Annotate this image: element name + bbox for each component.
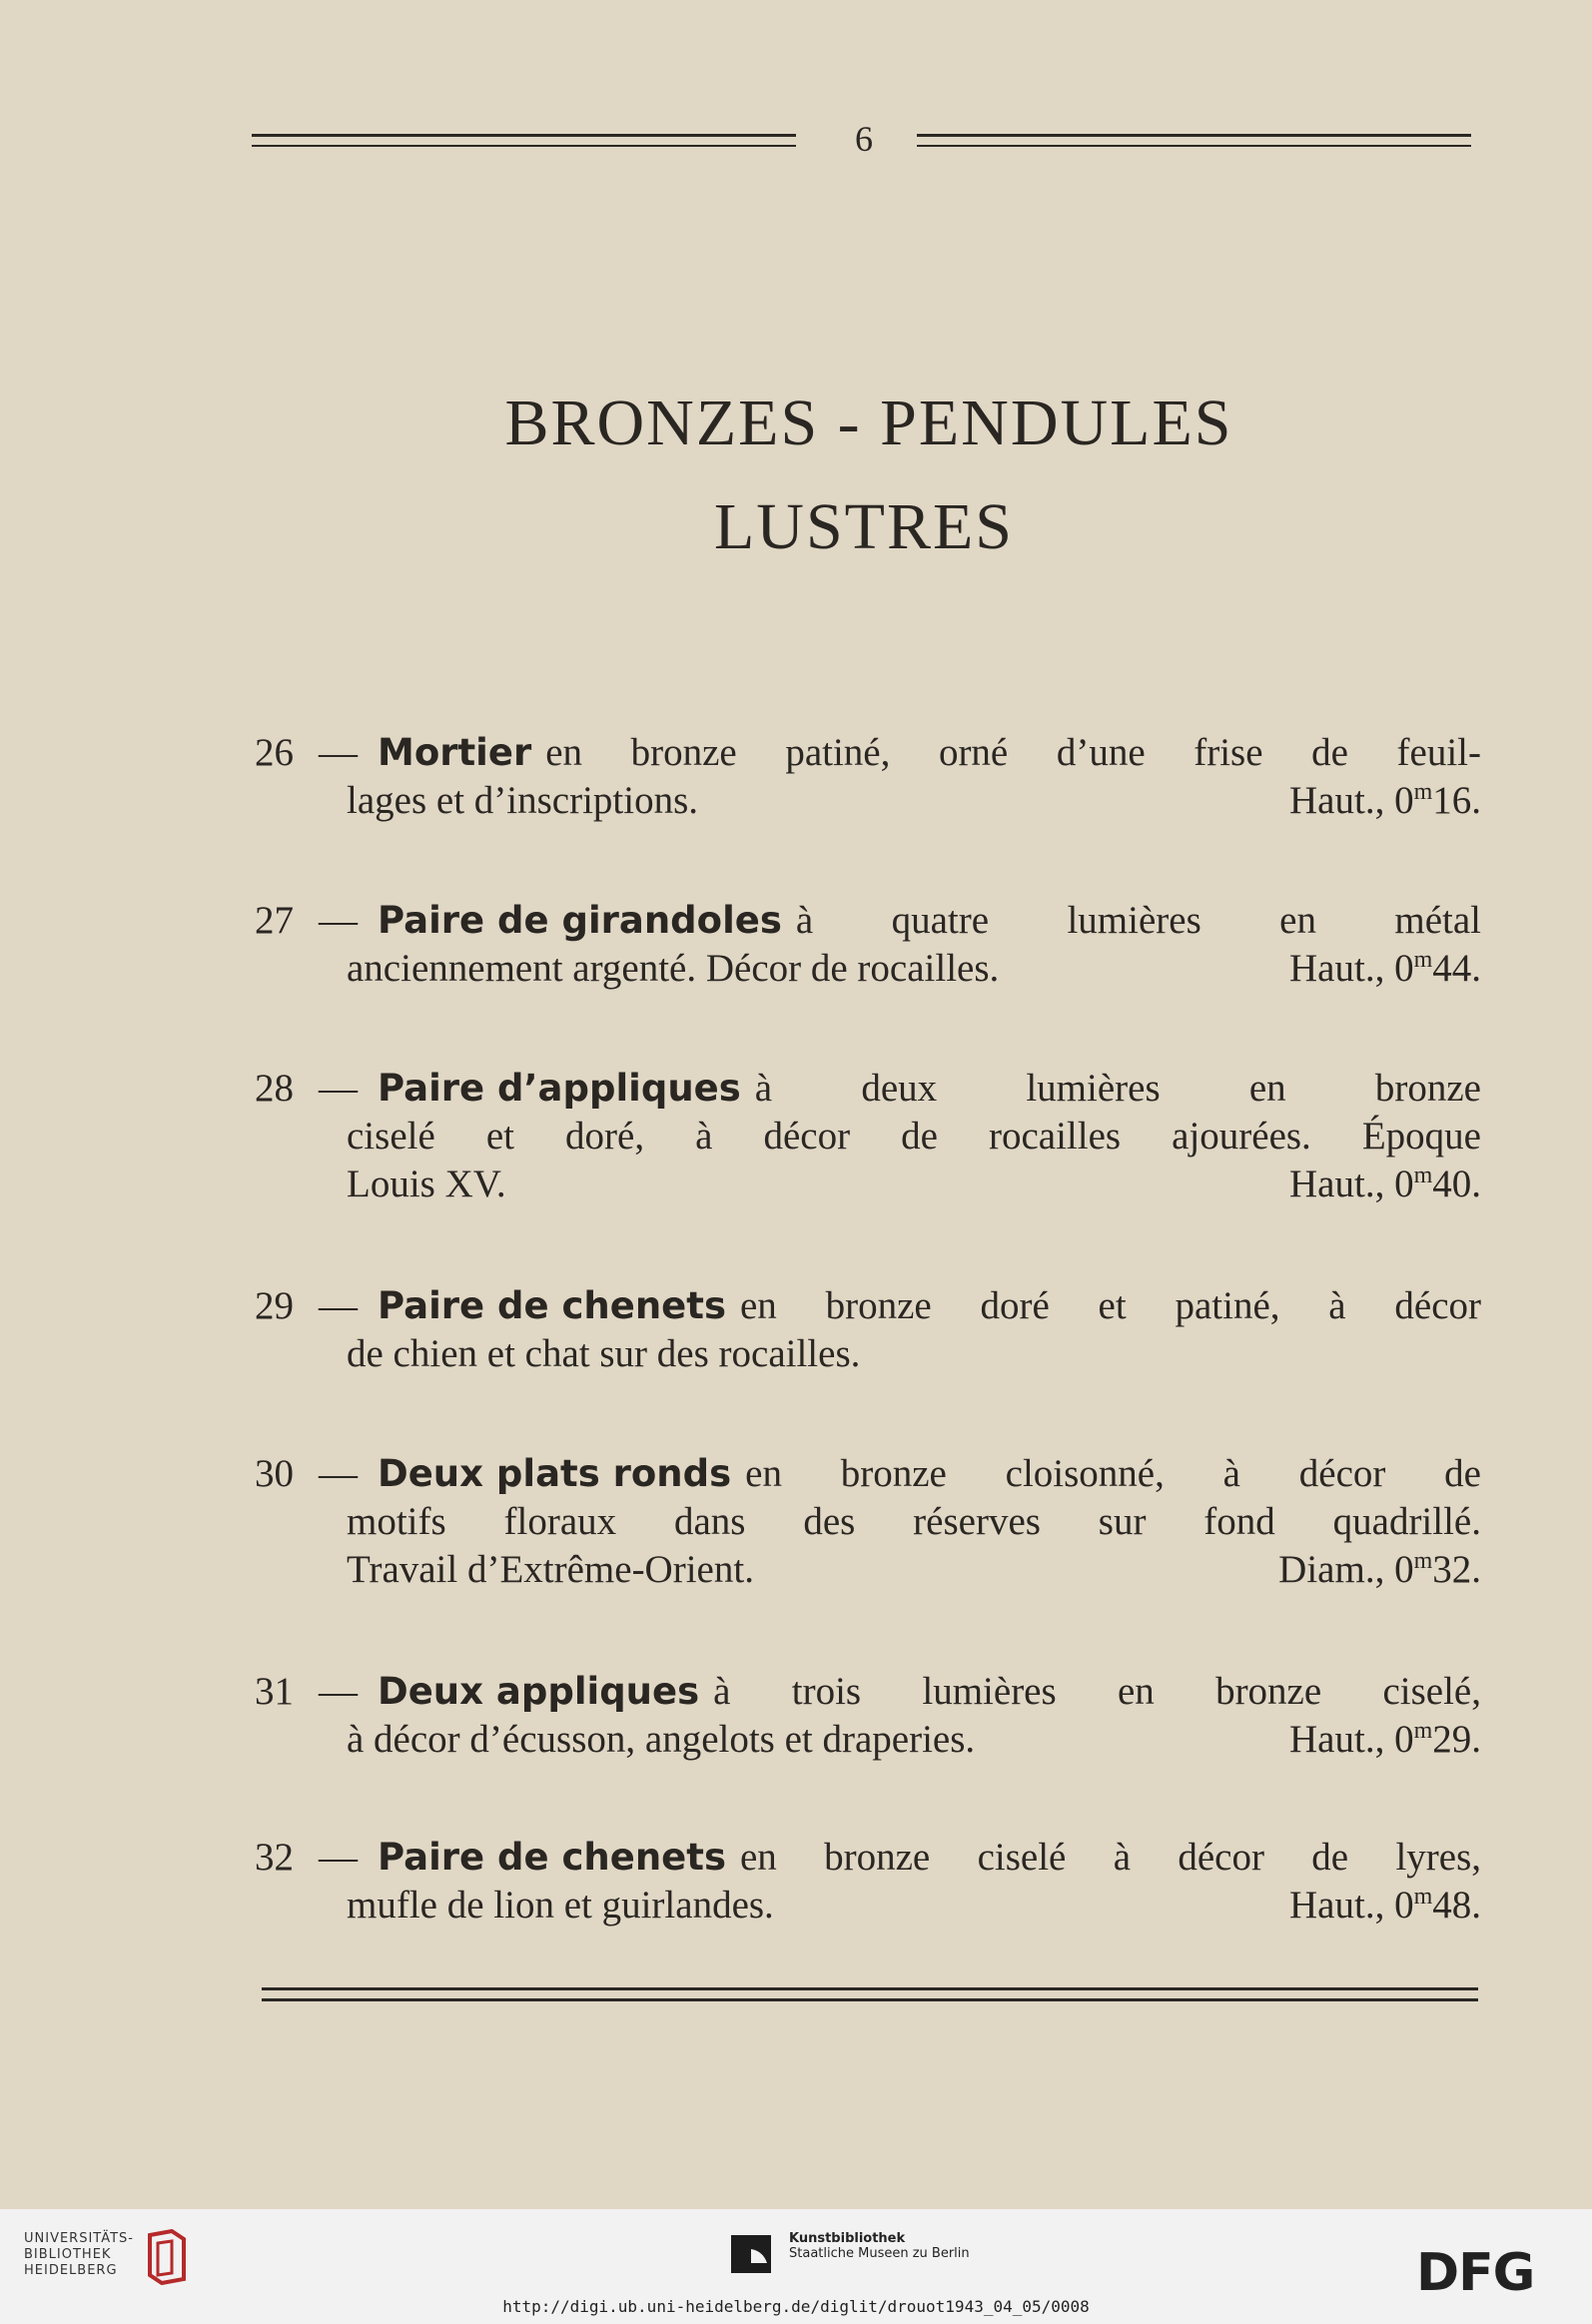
digitization-footer xyxy=(0,2209,1592,2324)
lot-dash: — xyxy=(319,1836,358,1879)
lot-number: 29 xyxy=(255,1284,294,1327)
lot-entry-31 xyxy=(255,1668,1481,1764)
lot-entry-26 xyxy=(255,729,1481,825)
lot-description-cont: lages et d’inscriptions. xyxy=(347,779,699,822)
lot-title: Deux appliques xyxy=(378,1670,700,1713)
kunstbibliothek-name: Kunstbibliothek xyxy=(789,2231,906,2246)
lot-dash: — xyxy=(319,1067,358,1110)
lot-description-cont: Louis XV. xyxy=(347,1162,506,1205)
lot-description-cont: ciselé et doré, à décor de rocailles ajourées. Époque xyxy=(347,1115,1481,1158)
lot-dash: — xyxy=(319,731,358,774)
lot-entry-32 xyxy=(255,1834,1481,1930)
heidelberg-emblem-icon xyxy=(142,2229,192,2285)
lot-description: en bronze cloisonné, à décor de xyxy=(745,1452,1481,1495)
lot-description-cont: de chien et chat sur des rocailles. xyxy=(347,1332,861,1375)
lot-description-cont: Travail d’Extrême-Orient. xyxy=(347,1548,754,1591)
lot-measure: Haut., 0$^m$29. xyxy=(1289,1718,1481,1761)
lot-description-cont: à décor d’écusson, angelots et draperies. xyxy=(347,1718,976,1761)
heidelberg-library-logo[interactable] xyxy=(24,2231,134,2279)
lot-number: 28 xyxy=(255,1067,294,1110)
lot-entry-30 xyxy=(255,1450,1481,1594)
lot-measure: Haut., 0$^m$48. xyxy=(1289,1884,1481,1927)
lot-entry-28 xyxy=(255,1065,1481,1208)
lot-measure: Diam., 0$^m$32. xyxy=(1278,1548,1481,1591)
lot-measure: Haut., 0$^m$44. xyxy=(1289,947,1481,990)
lot-title: Paire de chenets xyxy=(378,1836,726,1879)
lot-measure: Haut., 0$^m$16. xyxy=(1289,779,1481,822)
lot-description-cont: mufle de lion et guirlandes. xyxy=(347,1884,774,1927)
lot-title: Paire de girandoles xyxy=(378,899,782,942)
lot-number: 26 xyxy=(255,731,294,774)
lot-dash: — xyxy=(319,899,358,942)
lot-title: Paire de chenets xyxy=(378,1284,726,1327)
lot-description: à quatre lumières en métal xyxy=(795,899,1481,942)
kunstbibliothek-logo[interactable] xyxy=(729,2231,970,2261)
lot-title: Deux plats ronds xyxy=(378,1452,732,1495)
ub-logo-line1: UNIVERSITÄTS- xyxy=(24,2231,134,2246)
lot-description: en bronze patiné, orné d’une frise de feuil- xyxy=(545,731,1481,774)
lot-description: en bronze doré et patiné, à décor xyxy=(739,1284,1481,1327)
lot-number: 31 xyxy=(255,1670,294,1713)
page-number: 6 xyxy=(855,119,873,159)
bottom-rule xyxy=(262,1987,1478,2001)
lot-measure: Haut., 0$^m$40. xyxy=(1289,1162,1481,1205)
lot-dash: — xyxy=(319,1284,358,1327)
lot-title: Mortier xyxy=(378,731,532,774)
lot-title: Paire d’appliques xyxy=(378,1067,741,1110)
lot-number: 32 xyxy=(255,1836,294,1879)
lot-number: 27 xyxy=(255,899,294,942)
lot-dash: — xyxy=(319,1452,358,1495)
lot-description-cont: motifs floraux dans des réserves sur fond quadrillé. xyxy=(347,1500,1481,1543)
top-rule-left xyxy=(252,134,796,147)
lot-description: en bronze ciselé à décor de lyres, xyxy=(739,1836,1481,1879)
ub-logo-line2: BIBLIOTHEK xyxy=(24,2247,112,2262)
kunstbibliothek-subtitle: Staatliche Museen zu Berlin xyxy=(789,2246,970,2261)
section-heading-line1: BRONZES - PENDULES xyxy=(504,387,1233,459)
lot-description: à deux lumières en bronze xyxy=(754,1067,1481,1110)
ub-logo-line3: HEIDELBERG xyxy=(24,2263,118,2278)
lot-description-cont: anciennement argenté. Décor de rocailles. xyxy=(347,947,1000,990)
section-heading-line2: LUSTRES xyxy=(713,490,1015,563)
dfg-logo[interactable]: DFG xyxy=(1416,2243,1535,2303)
lot-number: 30 xyxy=(255,1452,294,1495)
top-rule-right xyxy=(917,134,1471,147)
lot-description: à trois lumières en bronze ciselé, xyxy=(713,1670,1481,1713)
lot-entry-27 xyxy=(255,897,1481,993)
top-rule xyxy=(252,118,1470,158)
permalink-url[interactable]: http://digi.ub.uni-heidelberg.de/diglit/drouot1943_04_05/0008 xyxy=(502,2297,1090,2316)
lot-dash: — xyxy=(319,1670,358,1713)
lot-entry-29 xyxy=(255,1282,1481,1378)
